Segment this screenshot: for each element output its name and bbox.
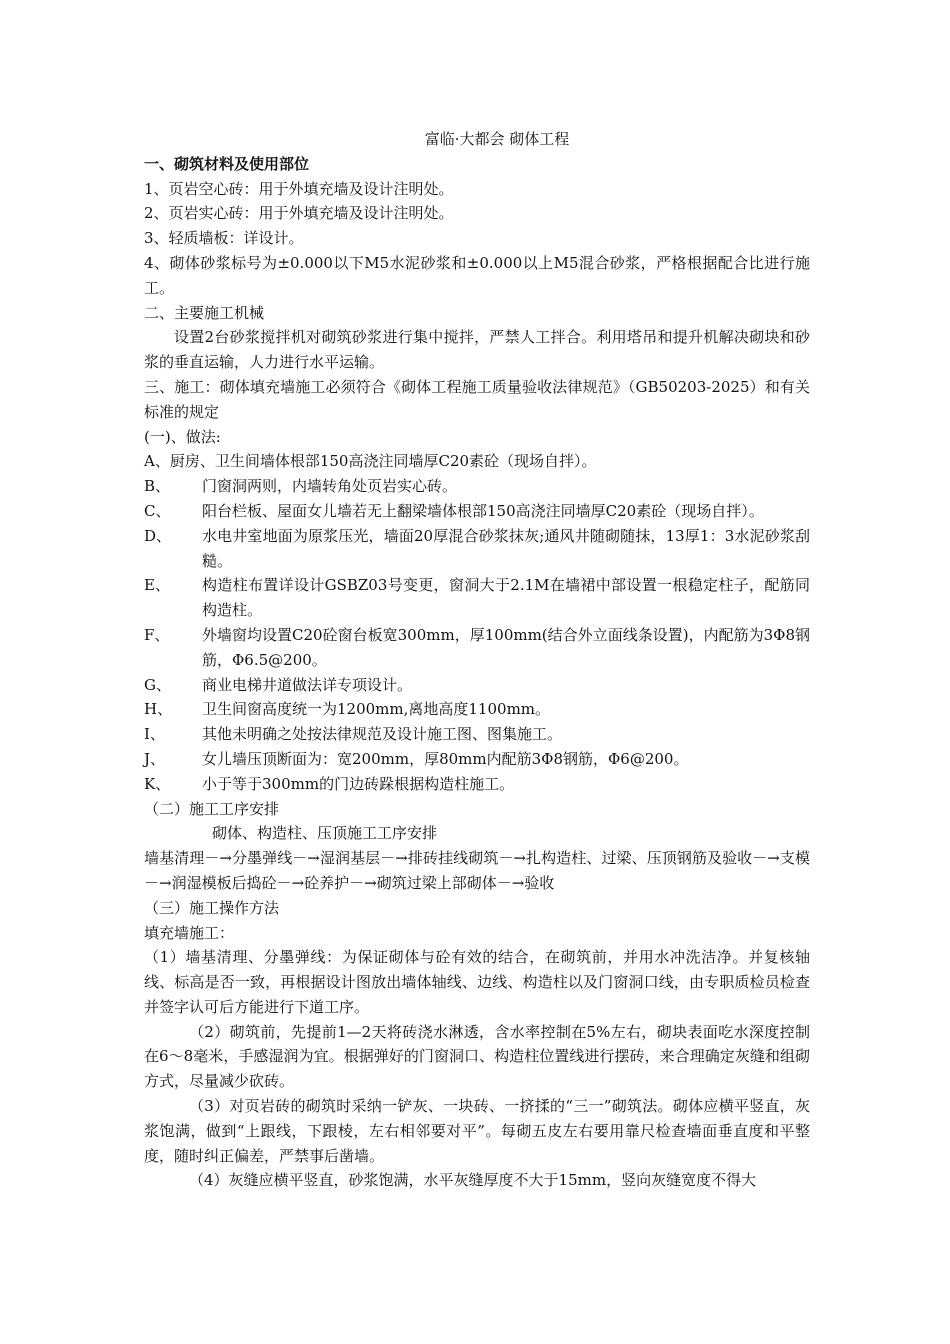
item-key: I、 (144, 725, 165, 744)
section-3-heading: 三、施工：砌体填充墙施工必须符合《砌体工程施工质量验收法律规范》（GB50203-2025）和有关标准的规定 (144, 377, 810, 421)
item-text: 商业电梯井道做法详专项设计。 (202, 675, 413, 694)
s1-item-1: 1、页岩空心砖：用于外填充墙及设计注明处。 (144, 179, 454, 198)
item-text: 其他未明确之处按法律规范及设计施工图、图集施工。 (202, 725, 563, 744)
s3-item-d (144, 524, 810, 574)
item-text: 外墙窗均设置C20砼窗台板宽300mm，厚100mm(结合外立面线条设置)，内配筋为3Φ8钢筋，Φ6.5@200。 (202, 625, 810, 669)
item-key: B、 (144, 477, 171, 496)
item-key: D、 (144, 526, 172, 545)
s3-item-g (144, 673, 810, 698)
s3-item-e (144, 573, 810, 623)
item-key: F、 (144, 625, 170, 644)
step-3-paragraph: （3）对页岩砖的砌筑时采纳一铲灰、一块砖、一挤揉的“三一”砌筑法。砌体应横平竖直，灰浆饱满，做到“上跟线，下跟棱，左右相邻要对平”。每砌五皮左右要用靠尺检查墙面垂直度和平整度，随时纠正偏差，严禁事后凿墙。 (144, 1097, 810, 1165)
s3-item-j (144, 747, 810, 772)
item-key: G、 (144, 675, 171, 694)
step-4-paragraph: （4）灰缝应横平竖直，砂浆饱满，水平灰缝厚度不大于15mm，竖向灰缝宽度不得大 (189, 1171, 757, 1190)
s1-item-3: 3、轻质墙板：详设计。 (144, 229, 304, 248)
s3-item-c (144, 499, 810, 524)
step-2-paragraph: （2）砌筑前，先提前1—2天将砖浇水淋透，含水率控制在5%左右，砌块表面吃水深度控制在6～8毫米，手感湿润为宜。根据弹好的门窗洞口、构造柱位置线进行摆砖，来合理确定灰缝和组砌方式，尽量减少砍砖。 (144, 1022, 810, 1091)
item-key: E、 (144, 576, 170, 595)
s3-sub-2: （二）施工工序安排 (144, 799, 280, 818)
s1-item-4: 4、砌体砂浆标号为±0.000以下M5水泥砂浆和±0.000以上M5混合砂浆，严格根据配合比进行施工。 (144, 253, 810, 297)
s3-item-a: A、厨房、卫生间墙体根部150高浇注同墙厚C20素砼（现场自拌）。 (144, 452, 597, 471)
section-2-heading: 二、主要施工机械 (144, 303, 265, 322)
item-text: 水电井室地面为原浆压光，墙面20厚混合砂浆抹灰;通风井随砌随抹，13厚1：3水泥砂浆刮糙。 (202, 526, 810, 570)
item-text: 门窗洞两则，内墙转角处页岩实心砖。 (202, 477, 458, 496)
s3-sub-2-title: 砌体、构造柱、压顶施工工序安排 (212, 824, 438, 843)
item-text: 女儿墙压顶断面为：宽200mm，厚80mm内配筋3Φ8钢筋，Φ6@200。 (202, 749, 689, 768)
item-key: K、 (144, 774, 171, 793)
s3-item-f (144, 623, 810, 673)
s3-item-h (144, 697, 810, 722)
item-key: C、 (144, 501, 171, 520)
document-title: 富临·大都会 砌体工程 (424, 130, 570, 148)
s3-sub-1: (一)、做法: (144, 427, 221, 446)
process-sequence: 墙基清理－→分墨弹线－→湿润基层－→排砖挂线砌筑－→扎构造柱、过梁、压顶钢筋及验收－→支模－→润湿模板后捣砼－→砼养护－→砌筑过梁上部砌体－→验收 (144, 849, 810, 892)
document-body (144, 127, 810, 1193)
item-key: J、 (144, 749, 166, 768)
item-text: 构造柱布置详设计GSBZ03号变更，窗洞大于2.1M在墙裙中部设置一根稳定柱子，配筋同构造柱。 (202, 576, 810, 620)
step-1-paragraph: （1）墙基清理、分墨弹线：为保证砌体与砼有效的结合，在砌筑前，并用水冲洗洁净。并复核轴线、标高是否一致，再根据设计图放出墙体轴线、边线、构造柱以及门窗洞口线，由专职质检员检查并签字认可后方能进行下道工序。 (144, 948, 810, 1016)
s3-item-k (144, 772, 810, 797)
fill-wall-title: 填充墙施工： (144, 923, 235, 942)
s2-paragraph: 设置2台砂浆搅拌机对砌筑砂浆进行集中搅拌，严禁人工拌合。利用塔吊和提升机解决砌块和砂浆的垂直运输，人力进行水平运输。 (144, 328, 810, 372)
s3-item-i (144, 722, 810, 747)
section-1-heading: 一、砌筑材料及使用部位 (144, 154, 310, 173)
item-text: 阳台栏板、屋面女儿墙若无上翻梁墙体根部150高浇注同墙厚C20素砼（现场自拌）。 (202, 501, 764, 520)
s1-item-2: 2、页岩实心砖：用于外填充墙及设计注明处。 (144, 204, 454, 223)
item-text: 小于等于300mm的门边砖跺根据构造柱施工。 (202, 774, 515, 793)
s3-sub-3: （三）施工操作方法 (144, 898, 280, 917)
item-key: H、 (144, 700, 173, 719)
item-text: 卫生间窗高度统一为1200mm,离地高度1100mm。 (202, 700, 551, 719)
s3-item-b (144, 474, 810, 499)
